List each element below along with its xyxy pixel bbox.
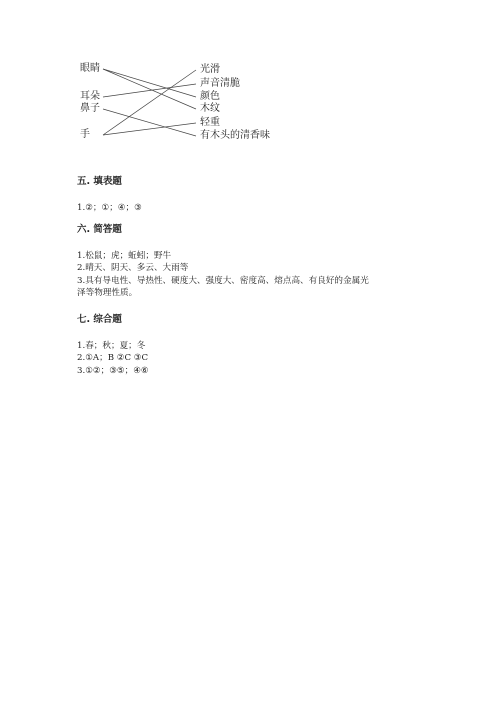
section-title: 五. 填表题 [77,176,122,187]
match-right-item-4: 木纹 [200,103,220,114]
answer-line: 2.①A；B ②C ③C [77,353,149,364]
match-right-item-1: 光滑 [200,64,220,75]
match-right-item-3: 颜色 [200,91,220,102]
match-line-nose-smell [103,109,196,136]
match-left-item-3: 鼻子 [80,103,100,114]
section-fill-table [77,176,142,214]
answer-line: 1.②；①；④；③ [77,203,142,213]
section-title: 七. 综合题 [77,314,122,325]
answer-line: 3.①②；③⑤；④⑥ [77,365,149,376]
match-right-item-2: 声音清脆 [200,78,240,89]
answer-line: 3.具有导电性、导热性、硬度大、强度大、密度高、熔点高、有良好的金属光 [77,275,369,286]
match-left-item-2: 耳朵 [80,91,100,102]
match-line-eyes-woodgrain [103,69,196,109]
matching-diagram [70,58,300,148]
match-line-hand-weight [103,123,196,135]
answer-line: 泽等物理性质。 [77,287,138,298]
match-left-item-4: 手 [80,129,90,140]
match-line-eyes-color [103,69,196,97]
match-left-item-1: 眼睛 [80,63,100,74]
section-comprehensive [77,314,149,377]
section-short-answer [77,224,369,299]
answer-line: 1.松鼠；虎；蚯蚓；野牛 [77,251,172,261]
match-line-ears-sound [103,84,196,97]
match-right-item-5: 轻重 [200,117,220,128]
section-title: 六. 简答题 [77,224,122,235]
answer-line: 2.晴天、阴天、多云、大雨等 [77,263,189,274]
match-line-hand-smooth [103,70,196,135]
answer-line: 1.春；秋；夏；冬 [77,341,146,351]
match-right-item-6: 有木头的清香味 [200,130,270,141]
